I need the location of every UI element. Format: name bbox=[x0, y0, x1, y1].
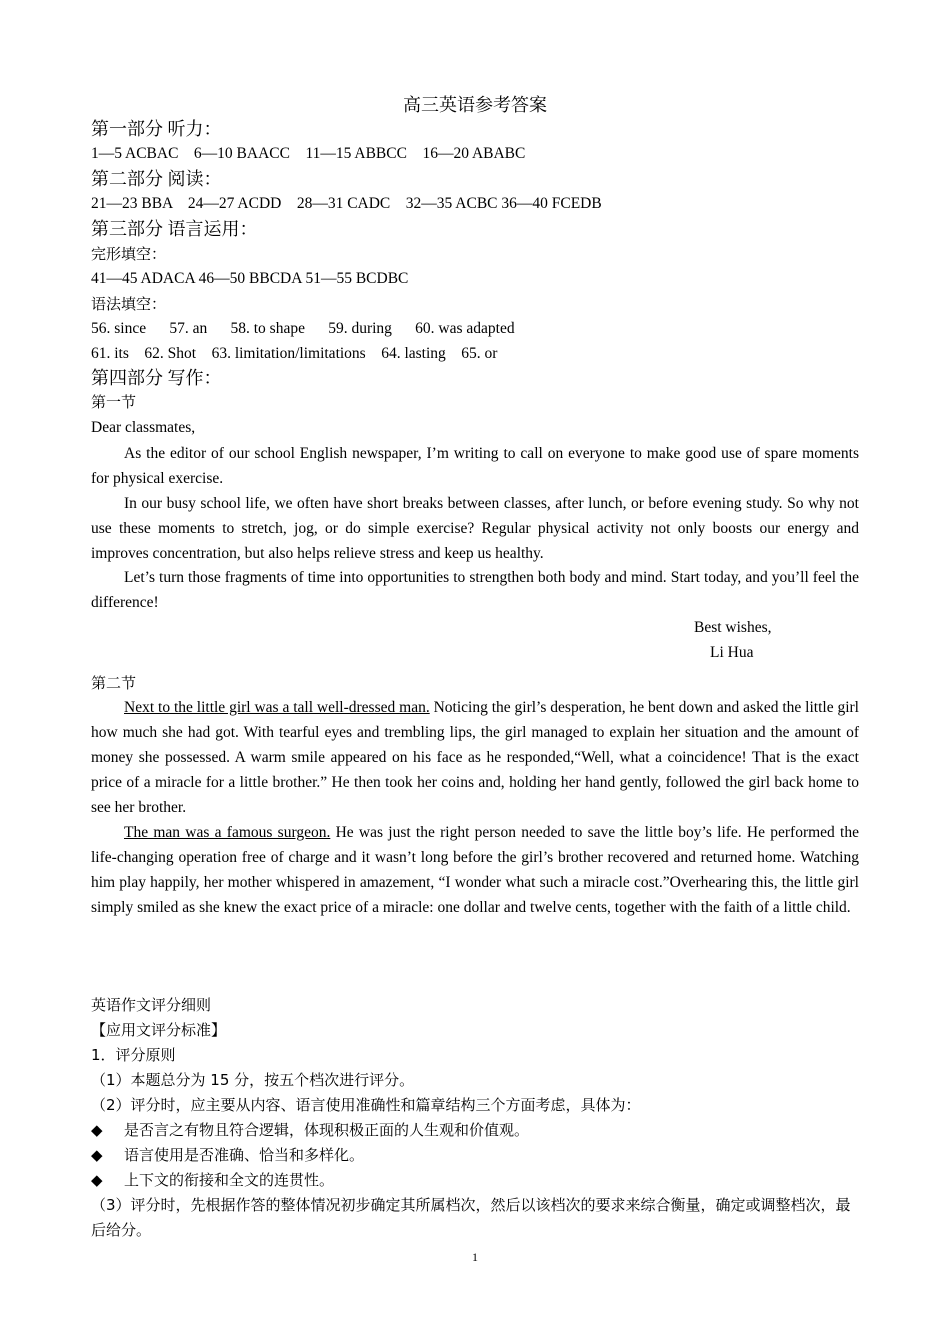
continuation-paragraph-1 bbox=[91, 695, 859, 820]
rubric-rule-1: （1）本题总分为 15 分，按五个档次进行评分。 bbox=[91, 1071, 415, 1089]
rubric-bullet-text: 语言使用是否准确、恰当和多样化。 bbox=[124, 1146, 365, 1164]
diamond-bullet-icon: ◆ bbox=[91, 1146, 103, 1164]
part4-heading: 第四部分 写作： bbox=[91, 368, 222, 388]
part2-heading: 第二部分 阅读： bbox=[91, 169, 222, 189]
letter-paragraph-1: As the editor of our school English newspaper, I’m writing to call on everyone to make good use of spare moments for physical exercise. bbox=[91, 445, 859, 487]
grammar-answers-line-2: 61. its 62. Shot 63. limitation/limitations 64. lasting 65. or bbox=[91, 345, 498, 362]
diamond-bullet-icon: ◆ bbox=[91, 1171, 103, 1189]
rubric-bullet-text: 上下文的衔接和全文的连贯性。 bbox=[124, 1171, 335, 1189]
document-title: 高三英语参考答案 bbox=[403, 95, 547, 115]
paragraph-1-body: Noticing the girl’s desperation, he bent down and asked the little girl how much she had got. With tearful eyes and trembling lips, the girl managed to explain her situation and the amount of money she possessed. A warm smile appeared on his face as he responded,“Well, what a coincidence! That is the exact price of a miracle for a little brother.” He then took her coins and, holding her hand gently, followed the girl back home to see her brother. bbox=[91, 699, 859, 816]
letter-paragraph-3: Let’s turn those fragments of time into opportunities to strengthen both body and mind. Start today, and you’ll feel the difference! bbox=[91, 569, 859, 611]
letter-closing: Best wishes, bbox=[694, 619, 772, 636]
rubric-rule-3: （3）评分时，先根据作答的整体情况初步确定其所属档次，然后以该档次的要求来综合衡量，确定或调整档次，最后给分。 bbox=[91, 1196, 851, 1239]
section1-label: 第一节 bbox=[91, 395, 137, 411]
grammar-answers-line-1: 56. since 57. an 58. to shape 59. during 60. was adapted bbox=[91, 320, 515, 337]
rubric-subheading: 【应用文评分标准】 bbox=[91, 1021, 227, 1039]
paragraph-2-opening-sentence: The man was a famous surgeon. bbox=[124, 824, 331, 841]
rubric-bullet bbox=[91, 1120, 529, 1140]
grammar-label: 语法填空： bbox=[91, 295, 167, 313]
letter-paragraph-2: In our busy school life, we often have short breaks between classes, after lunch, or before evening study. So why not use these moments to stretch, jog, or do simple exercise? Regular physical activity not only boosts our energy and improves concentration, but also helps relieve stress and keep us healthy. bbox=[91, 495, 859, 562]
rubric-item-1: 1．评分原则 bbox=[91, 1046, 176, 1064]
letter-signature: Li Hua bbox=[710, 644, 754, 661]
rubric-bullet-text: 是否言之有物且符合逻辑，体现积极正面的人生观和价值观。 bbox=[124, 1121, 530, 1139]
listening-answers: 1—5 ACBAC 6—10 BAACC 11—15 ABBCC 16—20 ABABC bbox=[91, 145, 526, 162]
rubric-rule-2: （2）评分时，应主要从内容、语言使用准确性和篇章结构三个方面考虑，具体为： bbox=[91, 1096, 641, 1114]
section2-label: 第二节 bbox=[91, 674, 137, 692]
continuation-paragraph-2 bbox=[91, 820, 859, 920]
rubric-heading: 英语作文评分细则 bbox=[91, 996, 212, 1014]
paragraph-1-opening-sentence: Next to the little girl was a tall well-dressed man. bbox=[124, 699, 430, 716]
rubric-bullet bbox=[91, 1145, 364, 1165]
letter-greeting: Dear classmates, bbox=[91, 419, 196, 436]
cloze-answers: 41—45 ADACA 46—50 BBCDA 51—55 BCDBC bbox=[91, 270, 409, 287]
page-number: 1 bbox=[472, 1250, 478, 1264]
part1-heading: 第一部分 听力： bbox=[91, 119, 222, 139]
part3-heading: 第三部分 语言运用： bbox=[91, 219, 258, 239]
reading-answers: 21—23 BBA 24—27 ACDD 28—31 CADC 32—35 ACBC 36—40 FCEDB bbox=[91, 195, 602, 212]
diamond-bullet-icon: ◆ bbox=[91, 1121, 103, 1139]
paragraph-2-body: He was just the right person needed to save the little boy’s life. He performed the life-changing operation free of charge and it wasn’t long before the girl’s brother recovered and returned home. Watching him play happily, her mother whispered in amazement, “I wonder what such a miracle cost.”Overhearing this, the little girl simply smiled as she knew the exact price of a miracle: one dollar and twelve cents, together with the faith of a little child. bbox=[91, 824, 859, 916]
cloze-label: 完形填空： bbox=[91, 245, 167, 263]
rubric-bullet bbox=[91, 1170, 334, 1190]
